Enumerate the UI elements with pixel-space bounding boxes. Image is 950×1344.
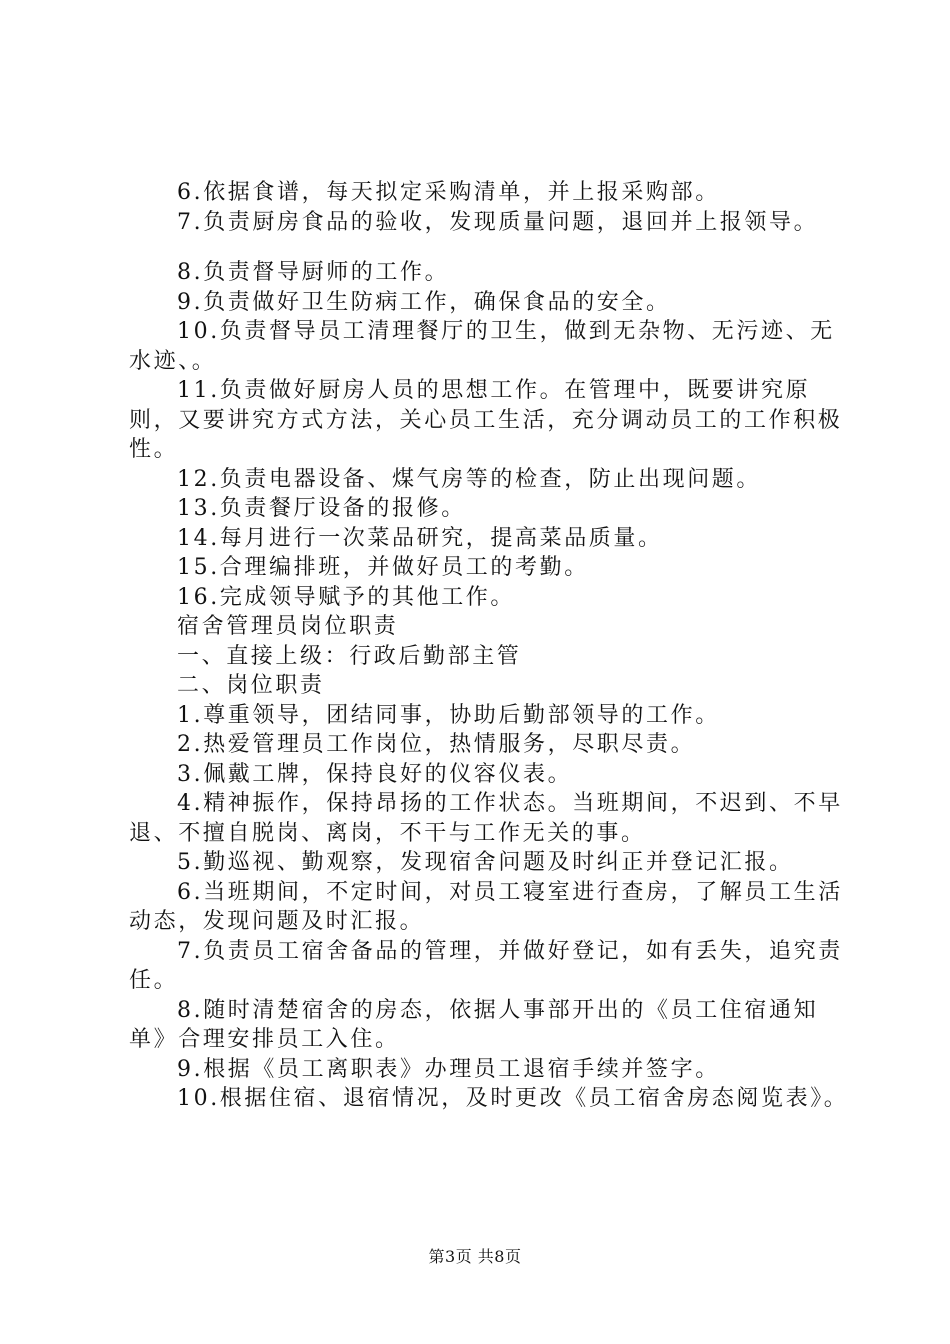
duty-item-8: 8.随时清楚宿舍的房态，依据人事部开出的《员工住宿通知单》合理安排员工入住。: [129, 997, 819, 1052]
document-body: [129, 178, 849, 1114]
duty-item-7: 7.负责员工宿舍备品的管理，并做好登记，如有丢失，追究责任。: [129, 938, 843, 993]
paragraph-item-6: 6.依据食谱，每天拟定采购清单，并上报采购部。: [177, 180, 720, 205]
section-heading-duties: 二、岗位职责: [177, 673, 325, 698]
paragraph-item-7: 7.负责厨房食品的验收，发现质量问题，退回并上报领导。: [177, 209, 819, 235]
duty-item-9: 9.根据《员工离职表》办理员工退宿手续并签字。: [177, 1056, 720, 1082]
paragraph-item-15: 15.合理编排班，并做好员工的考勤。: [177, 555, 589, 580]
paragraph-item-12: 12.负责电器设备、煤气房等的检查，防止出现问题。: [177, 466, 761, 492]
duty-item-2: 2.热爱管理员工作岗位，热情服务，尽职尽责。: [177, 732, 696, 757]
duty-item-5: 5.勤巡视、勤观察，发现宿舍问题及时纠正并登记汇报。: [177, 850, 794, 875]
duty-item-3: 3.佩戴工牌，保持良好的仪容仪表。: [177, 761, 573, 787]
paragraph-item-14: 14.每月进行一次菜品研究，提高菜品质量。: [177, 525, 663, 551]
section-title: 宿舍管理员岗位职责: [177, 614, 399, 639]
section-heading-superior: 一、直接上级：行政后勤部主管: [177, 643, 522, 669]
duty-item-10: 10.根据住宿、退宿情况，及时更改《员工宿舍房态阅览表》。: [177, 1086, 849, 1111]
paragraph-item-13: 13.负责餐厅设备的报修。: [177, 496, 466, 521]
duty-item-6: 6.当班期间，不定时间，对员工寝室进行查房，了解员工生活动态，发现问题及时汇报。: [129, 879, 843, 934]
duty-item-4: 4.精神振作，保持昂扬的工作状态。当班期间，不迟到、不早退、不擅自脱岗、离岗，不干与工作无关的事。: [129, 791, 843, 846]
paragraph-item-10: 10.负责督导员工清理餐厅的卫生，做到无杂物、无污迹、无水迹、。: [129, 319, 835, 374]
paragraph-item-9: 9.负责做好卫生防病工作，确保食品的安全。: [177, 289, 671, 315]
paragraph-item-11: 11.负责做好厨房人员的思想工作。在管理中，既要讲究原则，又要讲究方式方法，关心员工生活，充分调动员工的工作积极性。: [129, 378, 843, 462]
page-footer: 第3页 共8页: [428, 1247, 522, 1266]
paragraph-item-16: 16.完成领导赋予的其他工作。: [177, 584, 515, 610]
paragraph-item-8: 8.负责督导厨师的工作。: [177, 260, 450, 285]
duty-item-1: 1.尊重领导，团结同事，协助后勤部领导的工作。: [177, 702, 720, 728]
